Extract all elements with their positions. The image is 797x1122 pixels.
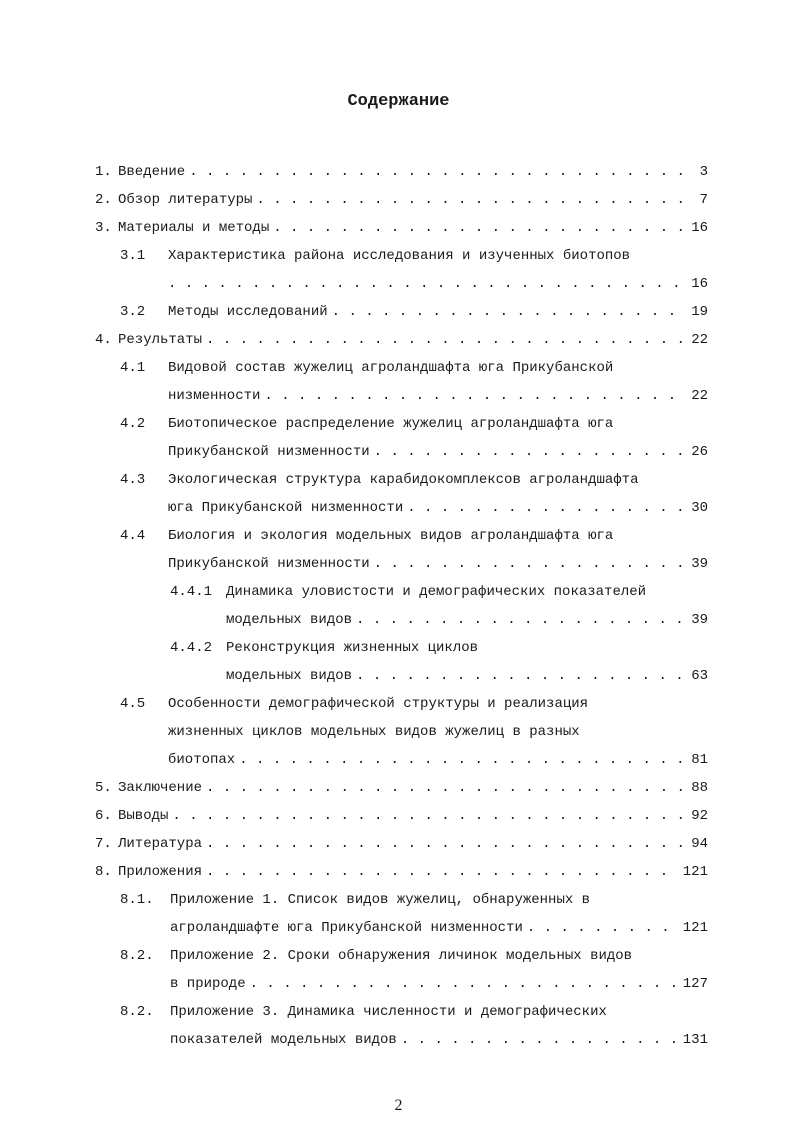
toc-entry-title: Материалы и методы [118, 220, 270, 236]
toc-page-number: 30 [691, 500, 708, 516]
toc-page-number: 94 [691, 836, 708, 852]
toc-entry-title: Прикубанской низменности [168, 556, 370, 572]
toc-entry-4-3-line1[interactable] [168, 472, 723, 496]
toc-entry-title: Характеристика района исследования и изученных биотопов [168, 248, 631, 264]
toc-entry-literature-review[interactable] [118, 192, 708, 216]
toc-leader-dots [206, 780, 687, 796]
toc-leader-dots [374, 444, 688, 460]
toc-entry-4-4-line1[interactable] [168, 528, 718, 552]
toc-entry-4-4-1-line2[interactable] [226, 612, 708, 636]
toc-leader-dots [189, 164, 695, 180]
toc-entry-8-2-line2[interactable] [170, 976, 708, 1000]
toc-leader-dots [374, 556, 688, 572]
toc-entry-title: Обзор литературы [118, 192, 253, 208]
toc-entry-results[interactable] [118, 332, 708, 356]
toc-entry-4-5-line1[interactable] [168, 696, 708, 720]
toc-entry-title: в природе [170, 976, 246, 992]
toc-page-number: 39 [691, 612, 708, 628]
toc-entry-4-1-line2[interactable] [168, 388, 708, 412]
toc-number: 8. [95, 864, 112, 880]
toc-entry-title: жизненных циклов модельных видов жужелиц в разных [168, 724, 580, 740]
toc-entry-4-4-2-line2[interactable] [226, 668, 708, 692]
toc-number: 7. [95, 836, 112, 852]
toc-entry-title: низменности [168, 388, 261, 404]
toc-entry-title: Выводы [118, 808, 169, 824]
toc-leader-dots [206, 836, 687, 852]
toc-number: 4. [95, 332, 112, 348]
toc-page-number: 19 [691, 304, 708, 320]
toc-number: 4.1 [120, 360, 146, 376]
toc-number: 2. [95, 192, 112, 208]
toc-entry-title: Динамика уловистости и демографических показателей [226, 584, 647, 600]
toc-page-number: 22 [691, 332, 708, 348]
toc-page-number: 121 [682, 864, 708, 880]
toc-page-number: 127 [682, 976, 708, 992]
toc-number: 5. [95, 780, 112, 796]
toc-entry-title: модельных видов [226, 668, 353, 684]
toc-page-number: 121 [682, 920, 708, 936]
toc-page-number: 81 [691, 752, 708, 768]
toc-number: 8.1. [120, 892, 154, 908]
toc-number: 4.4.2 [170, 640, 213, 656]
toc-entry-4-2-line1[interactable] [168, 416, 718, 440]
toc-leader-dots [206, 864, 679, 880]
toc-page-number: 16 [691, 276, 708, 292]
toc-number: 1. [95, 164, 112, 180]
toc-number: 3.1 [120, 248, 146, 264]
toc-number: 3. [95, 220, 112, 236]
toc-entry-title: Приложение 3. Динамика численности и демографических [170, 1004, 607, 1020]
toc-leader-dots [206, 332, 687, 348]
toc-entry-4-4-1-line1[interactable] [226, 584, 721, 608]
toc-leader-dots [172, 808, 687, 824]
toc-page-number: 39 [691, 556, 708, 572]
toc-page-number: 16 [691, 220, 708, 236]
toc-number: 4.4 [120, 528, 146, 544]
toc-entry-title: агроландшафте юга Прикубанской низменности [170, 920, 523, 936]
toc-entry-title: Методы исследований [168, 304, 328, 320]
toc-entry-3-1-leader[interactable] [168, 276, 708, 300]
toc-entry-title: Особенности демографической структуры и реализация [168, 696, 589, 712]
toc-number: 8.2. [120, 1004, 154, 1020]
toc-number: 3.2 [120, 304, 146, 320]
toc-entry-findings[interactable] [118, 808, 708, 832]
toc-page-number: 3 [699, 164, 708, 180]
toc-entry-title: модельных видов [226, 612, 353, 628]
toc-leader-dots [356, 668, 687, 684]
toc-page-number: 63 [691, 668, 708, 684]
page-title: Содержание [347, 92, 450, 111]
toc-entry-title: Результаты [118, 332, 203, 348]
toc-page-number: 7 [699, 192, 708, 208]
page-number: 2 [394, 1097, 403, 1114]
toc-entry-8-1-line1[interactable] [170, 892, 708, 916]
toc-number: 8.2. [120, 948, 154, 964]
toc-entry-title: Литература [118, 836, 203, 852]
toc-leader-dots [407, 500, 687, 516]
toc-leader-dots [527, 920, 679, 936]
toc-number: 4.5 [120, 696, 146, 712]
toc-entry-title: юга Прикубанской низменности [168, 500, 404, 516]
toc-entry-title: биотопах [168, 752, 236, 768]
toc-entry-3-2[interactable] [168, 304, 708, 328]
toc-entry-8-3-line1[interactable] [170, 1004, 708, 1028]
toc-entry-8-3-line2[interactable] [170, 1032, 708, 1056]
toc-entry-4-5-line3[interactable] [168, 752, 708, 776]
toc-entry-8-2-line1[interactable] [170, 948, 715, 972]
toc-entry-4-4-line2[interactable] [168, 556, 708, 580]
toc-leader-dots [264, 388, 687, 404]
toc-page-number: 26 [691, 444, 708, 460]
toc-leader-dots [356, 612, 687, 628]
toc-entry-title: Приложение 1. Список видов жужелиц, обнаруженных в [170, 892, 591, 908]
toc-leader-dots [239, 752, 687, 768]
toc-number: 4.3 [120, 472, 146, 488]
toc-page-number: 131 [682, 1032, 708, 1048]
toc-leader-dots [273, 220, 687, 236]
toc-entry-title: показателей модельных видов [170, 1032, 397, 1048]
toc-entry-3-1-title[interactable] [168, 248, 718, 272]
toc-number: 6. [95, 808, 112, 824]
toc-page-number: 22 [691, 388, 708, 404]
toc-leader-dots [332, 304, 688, 320]
toc-entry-title: Заключение [118, 780, 203, 796]
toc-entry-title: Введение [118, 164, 186, 180]
toc-entry-materials-methods[interactable] [118, 220, 708, 244]
toc-entry-conclusion[interactable] [118, 780, 708, 804]
toc-entry-title: Реконструкция жизненных циклов [226, 640, 479, 656]
toc-entry-title: Приложения [118, 864, 203, 880]
toc-page-number: 92 [691, 808, 708, 824]
toc-entry-4-5-line2[interactable] [168, 724, 708, 748]
toc-entry-4-1-line1[interactable] [168, 360, 718, 384]
toc-entry-title: Приложение 2. Сроки обнаружения личинок модельных видов [170, 948, 633, 964]
toc-leader-dots [256, 192, 695, 208]
toc-number: 4.2 [120, 416, 146, 432]
toc-entry-8-1-line2[interactable] [170, 920, 708, 944]
toc-entry-title: Экологическая структура карабидокомплексов агроландшафта [168, 472, 639, 488]
toc-entry-4-2-line2[interactable] [168, 444, 708, 468]
toc-number: 4.4.1 [170, 584, 213, 600]
toc-entry-references[interactable] [118, 836, 708, 860]
toc-entry-4-3-line2[interactable] [168, 500, 708, 524]
toc-entry-title: Прикубанской низменности [168, 444, 370, 460]
toc-entry-appendices[interactable] [118, 864, 708, 888]
toc-entry-title: Биотопическое распределение жужелиц агроландшафта юга [168, 416, 614, 432]
toc-entry-title: Биология и экология модельных видов агроландшафта юга [168, 528, 614, 544]
toc-entry-introduction[interactable] [118, 164, 708, 188]
toc-leader-dots [168, 276, 687, 292]
toc-entry-4-4-2-line1[interactable] [226, 640, 708, 664]
toc-leader-dots [250, 976, 679, 992]
toc-leader-dots [401, 1032, 679, 1048]
toc-page-number: 88 [691, 780, 708, 796]
toc-entry-title: Видовой состав жужелиц агроландшафта юга Прикубанской [168, 360, 614, 376]
